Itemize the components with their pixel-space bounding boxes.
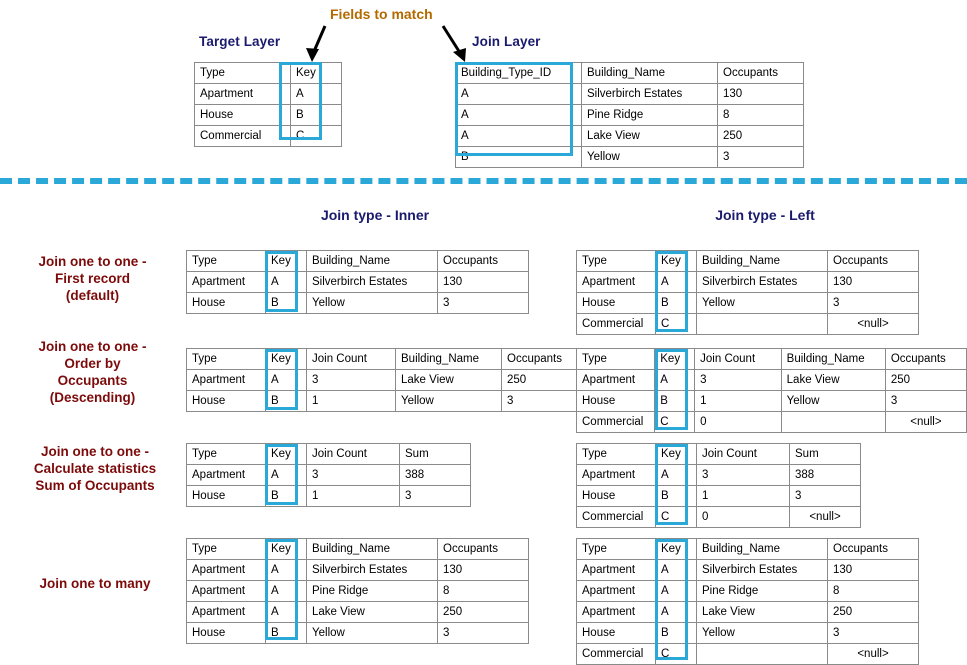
- left-join-result-table: [576, 443, 861, 528]
- table-cell: House: [187, 486, 266, 507]
- column-header: Join Count: [307, 444, 400, 465]
- column-header: Occupants: [885, 349, 966, 370]
- table-cell: Silverbirch Estates: [697, 560, 828, 581]
- table-cell: Yellow: [697, 293, 828, 314]
- table-cell: Silverbirch Estates: [582, 84, 718, 105]
- table-header-row: [456, 63, 804, 84]
- section-divider: [0, 178, 967, 184]
- row-label-line: (Descending): [49, 390, 136, 405]
- table-cell: A: [266, 272, 307, 293]
- table-cell: Commercial: [577, 314, 656, 335]
- table-cell: A: [655, 370, 695, 391]
- table-cell: 388: [790, 465, 861, 486]
- table-cell: A: [656, 581, 697, 602]
- table-cell: Pine Ridge: [307, 581, 438, 602]
- row-label-line: Order by: [64, 356, 121, 371]
- table-cell: 1: [697, 486, 790, 507]
- table-cell: Yellow: [781, 391, 885, 412]
- column-header: Building_Type_ID: [456, 63, 582, 84]
- row-label-line: (default): [65, 288, 120, 303]
- table-row: [577, 507, 861, 528]
- column-header: Building_Name: [307, 251, 438, 272]
- column-header: Building_Name: [697, 251, 828, 272]
- table-cell: Lake View: [781, 370, 885, 391]
- column-header: Occupants: [718, 63, 804, 84]
- column-header: Type: [577, 251, 656, 272]
- table-header-row: [187, 349, 585, 370]
- table-cell: Pine Ridge: [582, 105, 718, 126]
- column-header: Type: [187, 251, 266, 272]
- table-cell: 8: [438, 581, 529, 602]
- target-layer-label: Target Layer: [199, 34, 281, 49]
- table-row: [577, 581, 919, 602]
- column-header: Key: [266, 444, 307, 465]
- table-row: [187, 465, 471, 486]
- table-row: [577, 602, 919, 623]
- table-cell: <null>: [828, 644, 919, 665]
- table-cell: Silverbirch Estates: [307, 560, 438, 581]
- column-header: Building_Name: [307, 539, 438, 560]
- table-cell: Commercial: [577, 644, 656, 665]
- column-header: Building_Name: [697, 539, 828, 560]
- column-header: Key: [266, 349, 307, 370]
- column-header: Key: [656, 539, 697, 560]
- table-cell: Apartment: [187, 602, 266, 623]
- table-cell: 3: [307, 465, 400, 486]
- row-label: [10, 575, 180, 592]
- table-cell: 250: [828, 602, 919, 623]
- table-cell: Silverbirch Estates: [307, 272, 438, 293]
- inner-join-result-table: [186, 250, 529, 314]
- table-cell: 3: [790, 486, 861, 507]
- table-cell: 1: [307, 391, 396, 412]
- table-cell: A: [456, 105, 582, 126]
- table-header-row: [577, 251, 919, 272]
- table-cell: 250: [438, 602, 529, 623]
- table-header-row: [195, 63, 342, 84]
- table-cell: A: [266, 602, 307, 623]
- column-header: Occupants: [828, 539, 919, 560]
- row-label-line: Calculate statistics: [33, 461, 157, 476]
- table-cell: B: [266, 486, 307, 507]
- table-cell: A: [266, 560, 307, 581]
- column-header: Sum: [400, 444, 471, 465]
- table-cell: B: [266, 293, 307, 314]
- table-cell: Commercial: [195, 126, 291, 147]
- column-header: Occupants: [502, 349, 585, 370]
- column-header: Type: [577, 444, 656, 465]
- table-cell: Apartment: [577, 465, 656, 486]
- table-cell: 130: [828, 560, 919, 581]
- table-header-row: [577, 539, 919, 560]
- table-row: [195, 126, 342, 147]
- table-cell: A: [266, 465, 307, 486]
- table-cell: [697, 644, 828, 665]
- table-cell: B: [656, 486, 697, 507]
- table-cell: C: [656, 644, 697, 665]
- table-cell: Lake View: [582, 126, 718, 147]
- column-header-inner: Join type - Inner: [320, 207, 430, 223]
- column-header: Building_Name: [582, 63, 718, 84]
- table-row: [187, 486, 471, 507]
- row-label-line: First record: [54, 271, 131, 286]
- table-cell: A: [656, 602, 697, 623]
- column-header: Sum: [790, 444, 861, 465]
- table-cell: 3: [697, 465, 790, 486]
- table-cell: Apartment: [577, 272, 656, 293]
- table-cell: Apartment: [195, 84, 291, 105]
- table-cell: A: [266, 370, 307, 391]
- table-row: [456, 147, 804, 168]
- table-cell: 3: [718, 147, 804, 168]
- table-cell: Apartment: [187, 272, 266, 293]
- table-row: [577, 370, 967, 391]
- table-cell: 3: [828, 293, 919, 314]
- column-header: Type: [577, 349, 655, 370]
- table-cell: House: [187, 391, 266, 412]
- table-cell: Apartment: [577, 560, 656, 581]
- column-header: Type: [195, 63, 291, 84]
- table-cell: A: [291, 84, 342, 105]
- column-header: Occupants: [438, 539, 529, 560]
- column-header: Type: [577, 539, 656, 560]
- table-row: [187, 370, 585, 391]
- table-cell: <null>: [828, 314, 919, 335]
- table-cell: Lake View: [697, 602, 828, 623]
- column-header: Key: [291, 63, 342, 84]
- table-cell: B: [456, 147, 582, 168]
- table-cell: House: [577, 486, 656, 507]
- table-cell: 3: [502, 391, 585, 412]
- inner-join-result-table: [186, 348, 585, 412]
- table-cell: 250: [502, 370, 585, 391]
- table-cell: Apartment: [187, 560, 266, 581]
- table-cell: 0: [695, 412, 782, 433]
- table-header-row: [187, 251, 529, 272]
- table-cell: Yellow: [582, 147, 718, 168]
- table-header-row: [577, 444, 861, 465]
- table-cell: Yellow: [307, 293, 438, 314]
- inner-join-result-table: [186, 443, 471, 507]
- table-cell: A: [456, 126, 582, 147]
- table-cell: C: [291, 126, 342, 147]
- fields-to-match-label: Fields to match: [330, 6, 433, 22]
- table-row: [195, 84, 342, 105]
- table-cell: B: [656, 623, 697, 644]
- table-cell: 3: [885, 391, 966, 412]
- inner-join-result-table: [186, 538, 529, 644]
- table-cell: B: [656, 293, 697, 314]
- column-header: Join Count: [307, 349, 396, 370]
- join-layer-table: [455, 62, 804, 168]
- row-label-line: Join one to one -: [38, 254, 147, 269]
- table-row: [187, 560, 529, 581]
- column-header: Type: [187, 349, 266, 370]
- table-cell: <null>: [790, 507, 861, 528]
- table-cell: A: [266, 581, 307, 602]
- column-header: Key: [655, 349, 695, 370]
- table-cell: 3: [695, 370, 782, 391]
- table-cell: House: [577, 623, 656, 644]
- table-row: [187, 581, 529, 602]
- table-cell: <null>: [885, 412, 966, 433]
- row-label-line: Occupants: [57, 373, 128, 388]
- row-label-line: Join one to one -: [41, 444, 149, 459]
- table-cell: B: [291, 105, 342, 126]
- table-cell: 3: [438, 293, 529, 314]
- column-header-left: Join type - Left: [715, 207, 815, 223]
- table-cell: Apartment: [577, 581, 656, 602]
- row-label: [10, 338, 175, 406]
- table-row: [577, 560, 919, 581]
- table-cell: B: [266, 391, 307, 412]
- table-row: [187, 623, 529, 644]
- table-cell: C: [656, 507, 697, 528]
- column-header: Building_Name: [781, 349, 885, 370]
- row-label-line: Join one to many: [39, 576, 151, 591]
- table-cell: House: [195, 105, 291, 126]
- table-row: [456, 84, 804, 105]
- column-header: Type: [187, 444, 266, 465]
- table-cell: 1: [307, 486, 400, 507]
- table-cell: 388: [400, 465, 471, 486]
- column-header: Key: [656, 251, 697, 272]
- table-cell: Apartment: [187, 465, 266, 486]
- table-row: [577, 293, 919, 314]
- table-cell: Silverbirch Estates: [697, 272, 828, 293]
- column-header: Occupants: [828, 251, 919, 272]
- table-cell: 130: [438, 272, 529, 293]
- table-cell: [697, 314, 828, 335]
- table-cell: House: [187, 623, 266, 644]
- table-cell: Lake View: [307, 602, 438, 623]
- table-cell: Apartment: [577, 370, 655, 391]
- table-cell: Commercial: [577, 412, 655, 433]
- table-cell: C: [655, 412, 695, 433]
- table-row: [195, 105, 342, 126]
- table-cell: 8: [718, 105, 804, 126]
- table-row: [456, 126, 804, 147]
- table-header-row: [187, 444, 471, 465]
- table-cell: Yellow: [307, 623, 438, 644]
- table-cell: B: [655, 391, 695, 412]
- join-layer-label: Join Layer: [472, 34, 541, 49]
- table-header-row: [577, 349, 967, 370]
- table-row: [577, 314, 919, 335]
- table-row: [577, 465, 861, 486]
- column-header: Key: [656, 444, 697, 465]
- table-cell: Apartment: [187, 370, 266, 391]
- left-join-result-table: [576, 250, 919, 335]
- row-label: [10, 443, 180, 494]
- table-cell: A: [656, 272, 697, 293]
- table-row: [187, 391, 585, 412]
- table-cell: Commercial: [577, 507, 656, 528]
- table-cell: 250: [885, 370, 966, 391]
- table-row: [456, 105, 804, 126]
- table-cell: Yellow: [396, 391, 502, 412]
- table-cell: House: [577, 293, 656, 314]
- table-cell: 130: [828, 272, 919, 293]
- table-header-row: [187, 539, 529, 560]
- table-cell: House: [187, 293, 266, 314]
- table-cell: C: [656, 314, 697, 335]
- table-row: [577, 486, 861, 507]
- left-join-result-table: [576, 538, 919, 665]
- table-cell: B: [266, 623, 307, 644]
- column-header: Join Count: [695, 349, 782, 370]
- row-label-line: Join one to one -: [38, 339, 147, 354]
- table-cell: Pine Ridge: [697, 581, 828, 602]
- table-row: [187, 602, 529, 623]
- table-cell: 130: [438, 560, 529, 581]
- row-label: [10, 253, 175, 304]
- column-header: Building_Name: [396, 349, 502, 370]
- table-cell: 3: [307, 370, 396, 391]
- table-cell: A: [456, 84, 582, 105]
- table-cell: Apartment: [577, 602, 656, 623]
- table-row: [187, 293, 529, 314]
- table-cell: Apartment: [187, 581, 266, 602]
- table-row: [577, 623, 919, 644]
- left-join-result-table: [576, 348, 967, 433]
- table-cell: [781, 412, 885, 433]
- column-header: Join Count: [697, 444, 790, 465]
- table-cell: 0: [697, 507, 790, 528]
- table-cell: 1: [695, 391, 782, 412]
- table-cell: 3: [400, 486, 471, 507]
- column-header: Type: [187, 539, 266, 560]
- column-header: Occupants: [438, 251, 529, 272]
- table-cell: House: [577, 391, 655, 412]
- table-cell: Lake View: [396, 370, 502, 391]
- column-header: Key: [266, 539, 307, 560]
- table-cell: Yellow: [697, 623, 828, 644]
- table-row: [577, 644, 919, 665]
- row-label-line: Sum of Occupants: [35, 478, 155, 493]
- table-cell: A: [656, 560, 697, 581]
- table-cell: 3: [438, 623, 529, 644]
- table-cell: 130: [718, 84, 804, 105]
- table-cell: 8: [828, 581, 919, 602]
- target-layer-table: [194, 62, 342, 147]
- table-row: [577, 412, 967, 433]
- table-row: [577, 272, 919, 293]
- table-cell: 3: [828, 623, 919, 644]
- table-row: [187, 272, 529, 293]
- table-cell: 250: [718, 126, 804, 147]
- table-cell: A: [656, 465, 697, 486]
- table-row: [577, 391, 967, 412]
- column-header: Key: [266, 251, 307, 272]
